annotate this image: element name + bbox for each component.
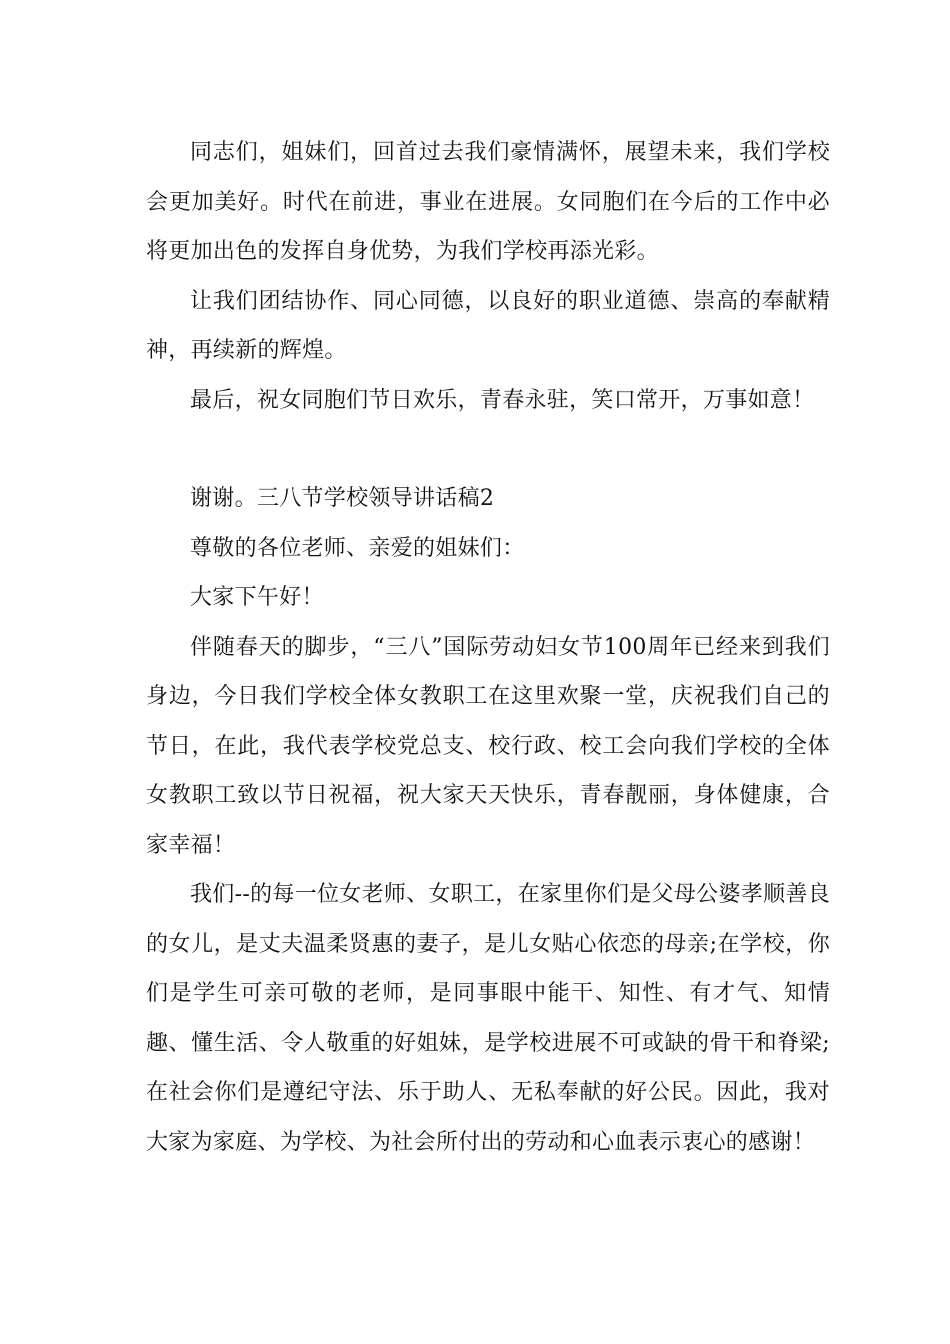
- document-body: [146, 128, 830, 1167]
- paragraph-wishes: 最后，祝女同胞们节日欢乐，青春永驻，笑口常开，万事如意！: [190, 387, 815, 413]
- paragraph-closing-outlook: 同志们，姐妹们，回首过去我们豪情满怀，展望未来，我们学校会更加美好。时代在前进，事业在进展。女同胞们在今后的工作中必将更加出色的发挥自身优势，为我们学校再添光彩。: [146, 140, 830, 264]
- paragraph-thanks-title: 谢谢。三八节学校领导讲话稿2: [190, 486, 495, 511]
- paragraph-greeting: 大家下午好！: [190, 585, 324, 610]
- paragraph-tribute: 我们--的每一位女老师、女职工，在家里你们是父母公婆孝顺善良的女儿，是丈夫温柔贤惠的妻子，是儿女贴心依恋的母亲;在学校，你们是学生可亲可敬的老师，是同事眼中能干、知性、有才气、知情趣、懂生活、令人敬重的好姐妹，是学校进展不可或缺的骨干和脊梁;在社会你们是遵纪守法、乐于助人、无私奉献的好公民。因此，我对大家为家庭、为学校、为社会所付出的劳动和心血表示衷心的感谢！: [146, 882, 830, 1155]
- paragraph-festival: 伴随春天的脚步，“三八”国际劳动妇女节100周年已经来到我们身边，今日我们学校全体女教职工在这里欢聚一堂，庆祝我们自己的节日，在此，我代表学校党总支、校行政、校工会向我们学校的全体女教职工致以节日祝福，祝大家天天快乐，青春靓丽，身体健康，合家幸福！: [146, 634, 830, 858]
- paragraph-salutation: 尊敬的各位老师、亲爱的姐妹们：: [190, 535, 525, 561]
- paragraph-unity: 让我们团结协作、同心同德，以良好的职业道德、崇高的奉献精神，再续新的辉煌。: [146, 288, 830, 363]
